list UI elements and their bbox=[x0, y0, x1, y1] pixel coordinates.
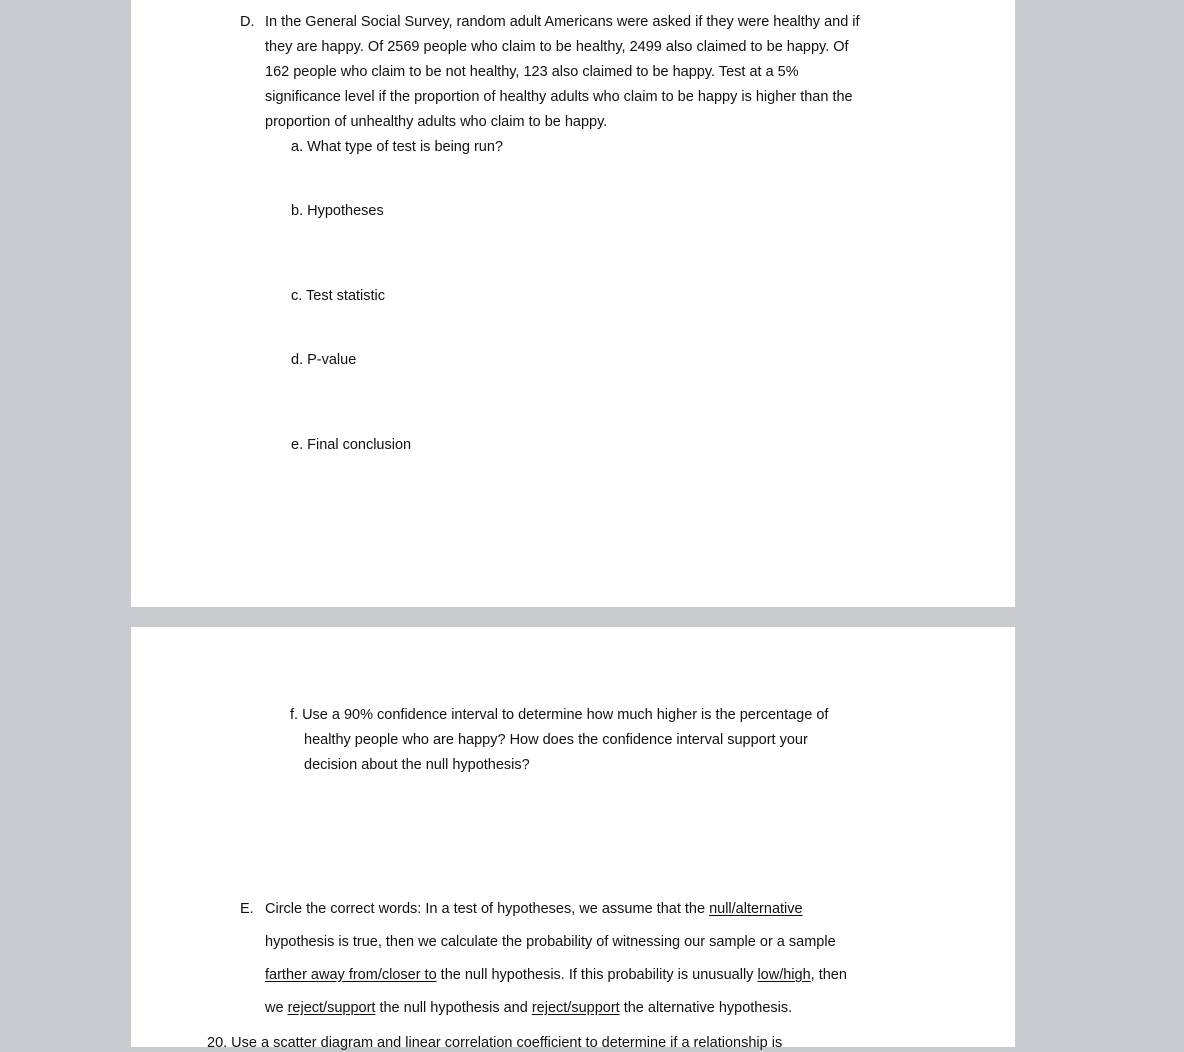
text: , then bbox=[810, 967, 847, 983]
part-d: d. P-value bbox=[291, 352, 357, 368]
text: the null hypothesis. If this probability is unusually bbox=[436, 967, 758, 983]
choice-farther-closer: farther away from/closer to bbox=[265, 967, 437, 983]
question-d-label: D. bbox=[240, 14, 255, 30]
document-page-1 bbox=[131, 0, 1015, 607]
question-e-line bbox=[265, 900, 803, 918]
text: Circle the correct words: In a test of hypotheses, we assume that the bbox=[265, 901, 710, 917]
question-e-line: hypothesis is true, then we calculate the probability of witnessing our sample or a sample bbox=[265, 934, 836, 950]
question-d-line: 162 people who claim to be not healthy, 123 also claimed to be happy. Test at a 5% bbox=[265, 64, 799, 80]
question-d-line: proportion of unhealthy adults who claim to be happy. bbox=[265, 114, 608, 130]
part-f-line: f. Use a 90% confidence interval to determine how much higher is the percentage of bbox=[290, 707, 829, 723]
next-question-partial: 20. Use a scatter diagram and linear correlation coefficient to determine if a relationship is bbox=[207, 1035, 783, 1051]
part-a: a. What type of test is being run? bbox=[291, 139, 503, 155]
choice-reject-support-alt: reject/support bbox=[531, 1000, 620, 1016]
question-e-line bbox=[265, 966, 847, 984]
question-e-line bbox=[265, 999, 792, 1017]
document-page-2 bbox=[131, 627, 1015, 1051]
text: we bbox=[265, 1000, 288, 1016]
text: the null hypothesis and bbox=[375, 1000, 532, 1016]
part-e: e. Final conclusion bbox=[291, 437, 412, 453]
text: the alternative hypothesis. bbox=[619, 1000, 793, 1016]
question-d-line: In the General Social Survey, random adult Americans were asked if they were healthy and if bbox=[265, 14, 860, 30]
question-d-line: they are happy. Of 2569 people who claim to be healthy, 2499 also claimed to be happy. Of bbox=[265, 39, 849, 55]
part-f-line: healthy people who are happy? How does the confidence interval support your bbox=[304, 732, 808, 748]
part-b: b. Hypotheses bbox=[291, 203, 384, 219]
question-d-line: significance level if the proportion of healthy adults who claim to be happy is higher than the bbox=[265, 89, 853, 105]
choice-low-high: low/high bbox=[757, 967, 811, 983]
part-c: c. Test statistic bbox=[291, 288, 386, 304]
choice-reject-support-null: reject/support bbox=[287, 1000, 376, 1016]
choice-null-alternative: null/alternative bbox=[709, 901, 803, 917]
question-e-label: E. bbox=[240, 901, 254, 917]
part-f-line: decision about the null hypothesis? bbox=[304, 757, 530, 773]
